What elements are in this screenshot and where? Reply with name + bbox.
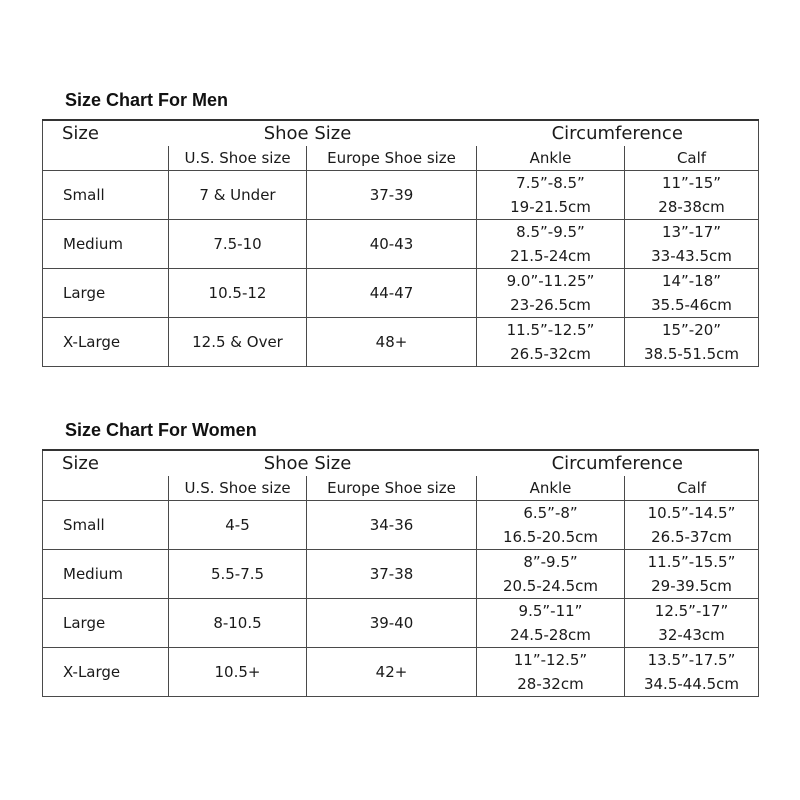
men-header-europe: Europe Shoe size: [307, 146, 477, 171]
table-row: [43, 648, 759, 697]
ankle-inches: 7.5”-8.5”: [516, 174, 585, 192]
table-row: [43, 269, 759, 318]
europe-shoe-size: 42+: [307, 648, 477, 697]
europe-shoe-size: 37-38: [307, 550, 477, 599]
ankle-cm: 26.5-32cm: [510, 345, 591, 363]
size-label: Small: [43, 501, 169, 550]
calf-cell: [625, 220, 759, 269]
ankle-cell: [477, 220, 625, 269]
ankle-cell: [477, 599, 625, 648]
women-header-row-1: [43, 450, 759, 476]
ankle-cm: 19-21.5cm: [510, 198, 591, 216]
table-row: [43, 550, 759, 599]
calf-cell: [625, 550, 759, 599]
calf-cm: 34.5-44.5cm: [643, 675, 740, 693]
us-shoe-size: 10.5+: [169, 648, 307, 697]
men-header-us: U.S. Shoe size: [169, 146, 307, 171]
ankle-cm: 23-26.5cm: [510, 296, 591, 314]
men-header-blank: [43, 146, 169, 171]
size-label: Medium: [43, 220, 169, 269]
calf-inches: 14”-18”: [661, 272, 722, 290]
europe-shoe-size: 48+: [307, 318, 477, 367]
ankle-cell: [477, 648, 625, 697]
calf-inches: 11”-15”: [661, 174, 722, 192]
europe-shoe-size: 37-39: [307, 171, 477, 220]
calf-cm: 28-38cm: [658, 198, 725, 216]
ankle-inches: 6.5”-8”: [523, 504, 578, 522]
table-row: [43, 599, 759, 648]
table-row: [43, 318, 759, 367]
men-header-row-1: [43, 120, 759, 146]
men-size-table: [42, 119, 759, 367]
us-shoe-size: 5.5-7.5: [169, 550, 307, 599]
europe-shoe-size: 34-36: [307, 501, 477, 550]
men-header-row-2: [43, 146, 759, 171]
ankle-inches: 11.5”-12.5”: [506, 321, 595, 339]
calf-cell: [625, 599, 759, 648]
us-shoe-size: 8-10.5: [169, 599, 307, 648]
men-chart-title: Size Chart For Men: [65, 90, 229, 110]
women-chart-title: Size Chart For Women: [65, 420, 257, 440]
ankle-cell: [477, 318, 625, 367]
calf-cell: [625, 269, 759, 318]
ankle-cell: [477, 171, 625, 220]
us-shoe-size: 4-5: [169, 501, 307, 550]
us-shoe-size: 12.5 & Over: [169, 318, 307, 367]
us-shoe-size: 7.5-10: [169, 220, 307, 269]
table-row: [43, 220, 759, 269]
size-label: X-Large: [43, 318, 169, 367]
calf-cell: [625, 171, 759, 220]
ankle-cell: [477, 269, 625, 318]
men-header-ankle: Ankle: [477, 146, 625, 171]
europe-shoe-size: 39-40: [307, 599, 477, 648]
calf-inches: 12.5”-17”: [654, 602, 729, 620]
calf-cell: [625, 501, 759, 550]
calf-cm: 35.5-46cm: [651, 296, 732, 314]
ankle-cm: 21.5-24cm: [510, 247, 591, 265]
ankle-inches: 11”-12.5”: [513, 651, 588, 669]
women-header-europe: Europe Shoe size: [307, 476, 477, 501]
us-shoe-size: 7 & Under: [169, 171, 307, 220]
men-header-size: Size: [43, 120, 169, 146]
women-header-calf: Calf: [625, 476, 759, 501]
ankle-inches: 8”-9.5”: [523, 553, 578, 571]
ankle-inches: 8.5”-9.5”: [516, 223, 585, 241]
ankle-cm: 16.5-20.5cm: [502, 528, 599, 546]
women-header-size: Size: [43, 450, 169, 476]
ankle-cell: [477, 550, 625, 599]
calf-cm: 38.5-51.5cm: [643, 345, 740, 363]
calf-cm: 32-43cm: [658, 626, 725, 644]
calf-cell: [625, 648, 759, 697]
women-header-blank: [43, 476, 169, 501]
table-row: [43, 171, 759, 220]
table-row: [43, 501, 759, 550]
calf-cm: 29-39.5cm: [651, 577, 732, 595]
ankle-inches: 9.0”-11.25”: [506, 272, 595, 290]
size-label: X-Large: [43, 648, 169, 697]
men-header-circumference: Circumference: [477, 120, 759, 146]
europe-shoe-size: 44-47: [307, 269, 477, 318]
men-header-calf: Calf: [625, 146, 759, 171]
ankle-cm: 24.5-28cm: [510, 626, 591, 644]
women-header-circumference: Circumference: [477, 450, 759, 476]
europe-shoe-size: 40-43: [307, 220, 477, 269]
calf-inches: 10.5”-14.5”: [647, 504, 736, 522]
size-label: Small: [43, 171, 169, 220]
calf-inches: 11.5”-15.5”: [647, 553, 736, 571]
us-shoe-size: 10.5-12: [169, 269, 307, 318]
calf-inches: 13”-17”: [661, 223, 722, 241]
ankle-inches: 9.5”-11”: [518, 602, 583, 620]
calf-inches: 13.5”-17.5”: [647, 651, 736, 669]
women-header-shoe-size: Shoe Size: [169, 450, 477, 476]
calf-cm: 26.5-37cm: [651, 528, 732, 546]
women-header-us: U.S. Shoe size: [169, 476, 307, 501]
women-header-ankle: Ankle: [477, 476, 625, 501]
ankle-cell: [477, 501, 625, 550]
size-label: Large: [43, 599, 169, 648]
women-size-table: [42, 449, 759, 697]
ankle-cm: 20.5-24.5cm: [502, 577, 599, 595]
women-header-row-2: [43, 476, 759, 501]
calf-inches: 15”-20”: [661, 321, 722, 339]
men-header-shoe-size: Shoe Size: [169, 120, 477, 146]
ankle-cm: 28-32cm: [517, 675, 584, 693]
calf-cell: [625, 318, 759, 367]
calf-cm: 33-43.5cm: [651, 247, 732, 265]
size-label: Medium: [43, 550, 169, 599]
size-label: Large: [43, 269, 169, 318]
